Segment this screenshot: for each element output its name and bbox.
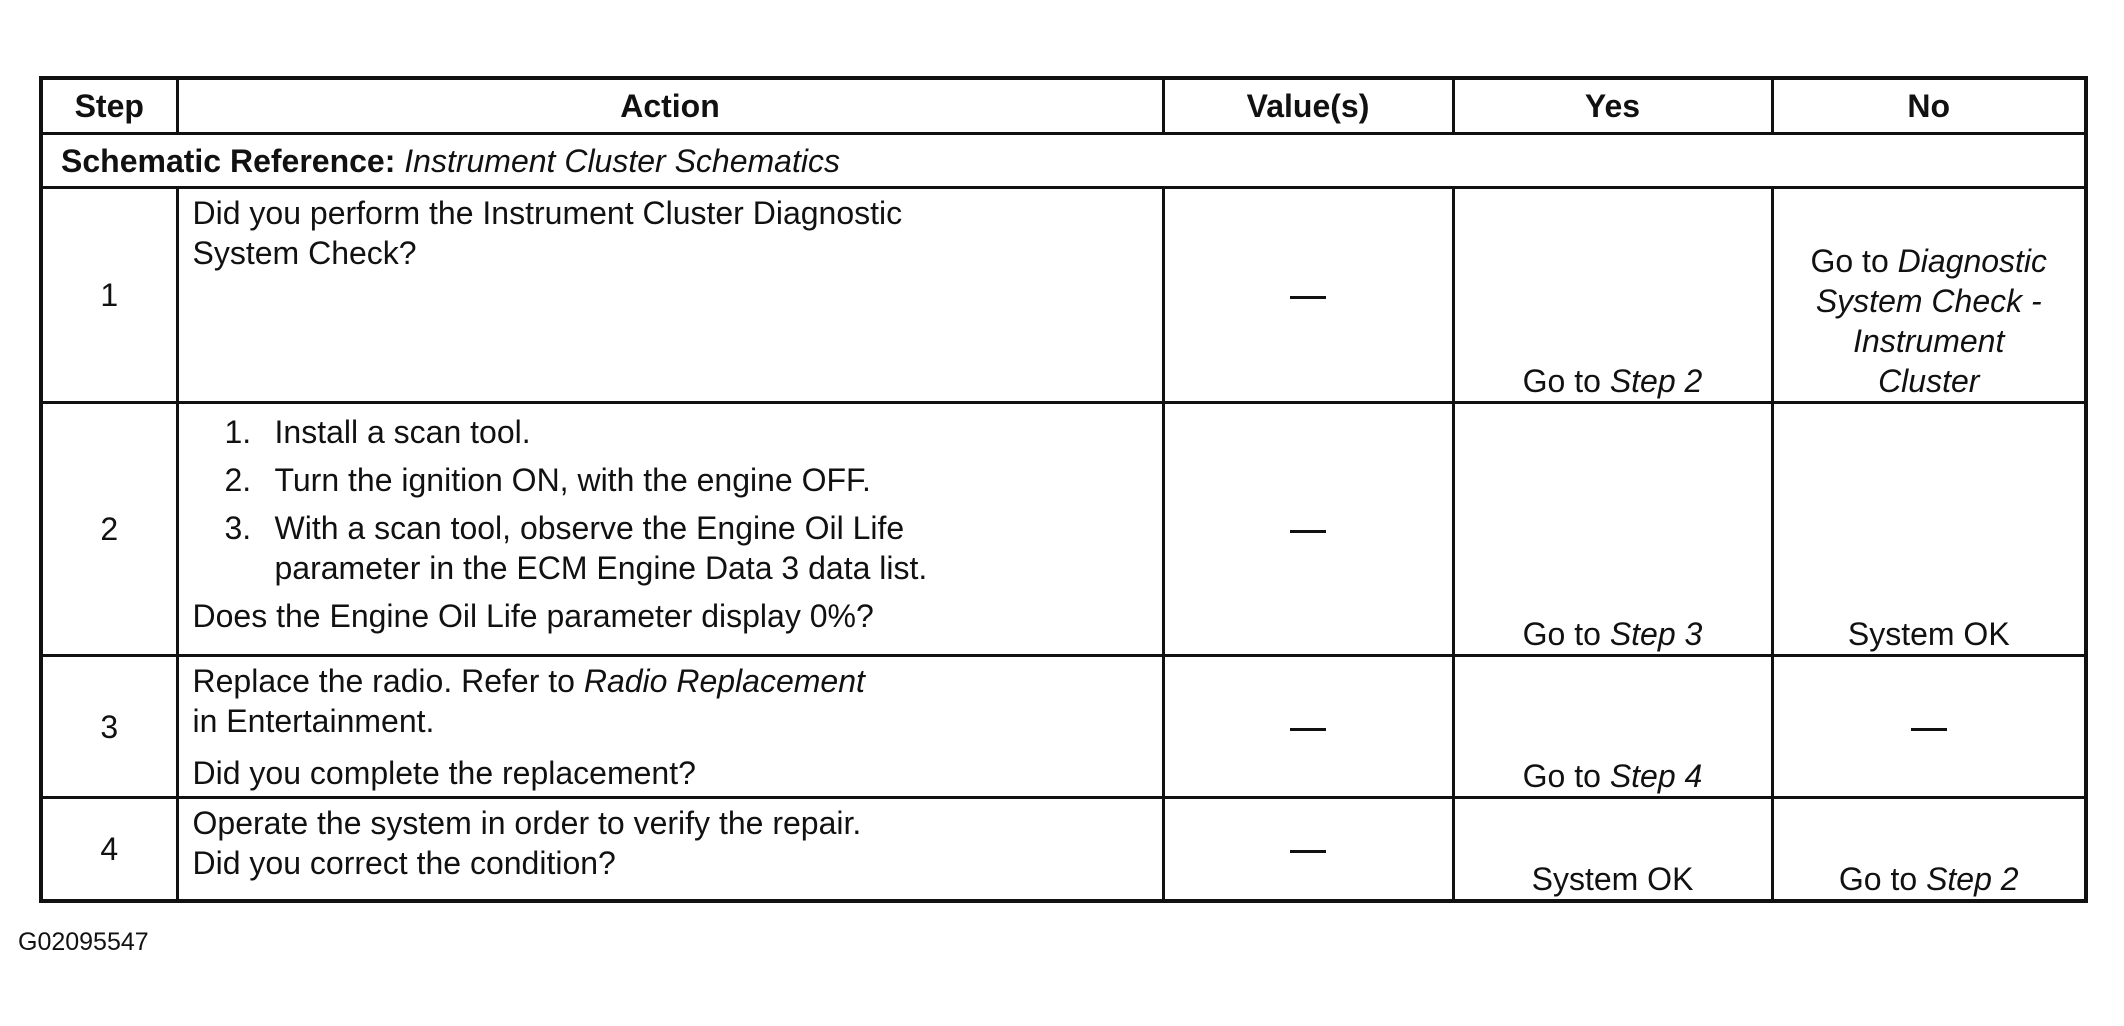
substep-text: Turn the ignition ON, with the engine OFF.	[274, 462, 871, 498]
header-values: Value(s)	[1163, 78, 1453, 134]
yes-step-link[interactable]: Step 2	[1609, 363, 1703, 399]
no-cell	[1772, 798, 2086, 901]
substep-text: With a scan tool, observe the Engine Oil Life	[274, 510, 905, 546]
action-cell	[177, 188, 1163, 403]
no-prefix: Go to	[1810, 243, 1898, 279]
no-link-line[interactable]: Cluster	[1878, 363, 1980, 399]
no-text: System OK	[1847, 616, 2010, 652]
action-text: in Entertainment.	[192, 703, 435, 739]
substep-text: parameter in the ECM Engine Data 3 data list.	[274, 550, 928, 586]
no-link-line[interactable]: System Check -	[1815, 283, 2042, 319]
yes-prefix: Go to	[1522, 363, 1610, 399]
action-text: System Check?	[192, 235, 417, 271]
figure-id: G02095547	[18, 928, 149, 956]
value-cell	[1163, 798, 1453, 901]
action-question: Does the Engine Oil Life parameter display 0%?	[192, 598, 874, 634]
value-cell	[1163, 188, 1453, 403]
yes-cell	[1453, 188, 1772, 403]
substep-number: 1.	[224, 414, 252, 450]
yes-step-link[interactable]: Step 4	[1609, 758, 1703, 794]
step-number: 2	[41, 403, 177, 656]
yes-cell	[1453, 403, 1772, 656]
no-cell	[1772, 656, 2086, 798]
action-text: Operate the system in order to verify the repair.	[192, 805, 862, 841]
schematic-reference-cell	[41, 134, 2086, 188]
yes-step-link[interactable]: Step 3	[1609, 616, 1703, 652]
action-cell	[177, 798, 1163, 901]
table-row	[41, 188, 2086, 403]
substep-number: 2.	[224, 462, 252, 498]
radio-replacement-link[interactable]: Radio Replacement	[583, 663, 865, 699]
step-number: 4	[41, 798, 177, 901]
header-step: Step	[41, 78, 177, 134]
substep-item	[193, 460, 1148, 500]
table-row	[41, 656, 2086, 798]
action-cell	[177, 656, 1163, 798]
yes-text: System OK	[1531, 860, 1694, 897]
value-cell	[1163, 656, 1453, 798]
no-link-line[interactable]: Instrument	[1853, 323, 2005, 359]
header-action: Action	[177, 78, 1163, 134]
schematic-reference-link[interactable]: Instrument Cluster Schematics	[404, 142, 840, 179]
dash-value	[1911, 728, 1947, 731]
yes-prefix: Go to	[1522, 616, 1610, 652]
substep-item	[193, 508, 1148, 588]
dash-value	[1290, 728, 1326, 731]
action-question: Did you complete the replacement?	[192, 755, 696, 791]
value-cell	[1163, 403, 1453, 656]
action-text: Did you perform the Instrument Cluster Diagnostic	[192, 195, 903, 231]
header-row	[41, 78, 2086, 134]
table-row	[41, 798, 2086, 901]
schematic-reference-row	[41, 134, 2086, 188]
no-prefix: Go to	[1838, 860, 1927, 897]
schematic-reference-label: Schematic Reference:	[61, 142, 396, 179]
step-number: 1	[41, 188, 177, 403]
header-yes: Yes	[1453, 78, 1772, 134]
no-link-line[interactable]: Diagnostic	[1897, 243, 2048, 279]
dash-value	[1290, 296, 1326, 299]
yes-prefix: Go to	[1522, 758, 1610, 794]
substep-number: 3.	[224, 510, 252, 546]
dash-value	[1290, 850, 1326, 853]
yes-cell	[1453, 656, 1772, 798]
no-cell	[1772, 188, 2086, 403]
substep-text: Install a scan tool.	[274, 414, 531, 450]
diagnostic-table	[39, 76, 2088, 903]
step-number: 3	[41, 656, 177, 798]
no-step-link[interactable]: Step 2	[1926, 860, 2019, 897]
action-text: Replace the radio. Refer to	[192, 663, 584, 699]
header-no: No	[1772, 78, 2086, 134]
action-question: Did you correct the condition?	[192, 845, 616, 881]
substep-list	[193, 412, 1148, 588]
table-row	[41, 403, 2086, 656]
no-cell	[1772, 403, 2086, 656]
dash-value	[1290, 530, 1326, 533]
substep-item	[193, 412, 1148, 452]
action-cell	[177, 403, 1163, 656]
yes-cell	[1453, 798, 1772, 901]
